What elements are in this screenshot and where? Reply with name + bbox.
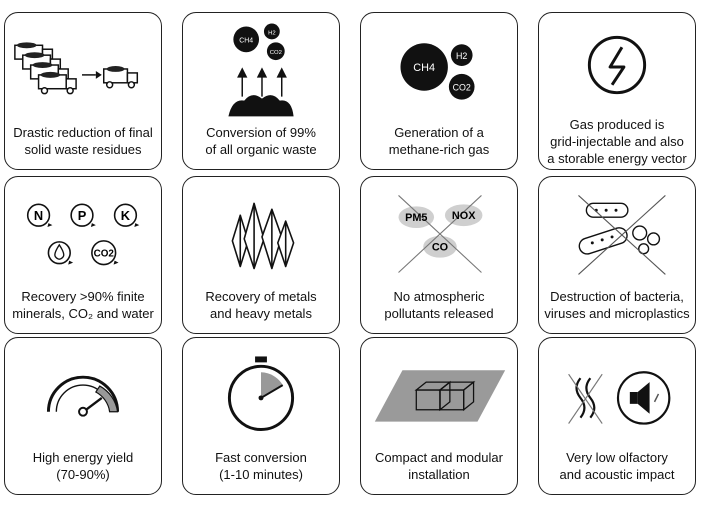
card-methane-gas — [360, 12, 518, 170]
caption-line: solid waste residues — [24, 142, 142, 157]
icon-label: CO — [431, 241, 449, 254]
organic-waste-conversion-icon — [183, 17, 339, 117]
icon-label: P — [77, 208, 87, 224]
mineral-cycle-icon — [5, 181, 161, 281]
caption-line: Drastic reduction of final — [13, 125, 153, 140]
icon-label: CH4 — [413, 61, 436, 74]
odor-sound-icon — [539, 342, 695, 442]
icon-label: CO2 — [93, 248, 114, 260]
icon-label: H2 — [456, 51, 468, 62]
modular-box-icon — [361, 342, 517, 442]
card-organic-conversion — [182, 12, 340, 170]
caption-line: Destruction of bacteria, — [550, 289, 684, 304]
card-caption — [365, 442, 513, 490]
card-caption — [187, 281, 335, 329]
caption-line: Recovery >90% finite — [21, 289, 145, 304]
caption-line: methane-rich gas — [388, 142, 490, 157]
caption-line: viruses and microplastics — [544, 306, 690, 321]
card-caption — [365, 281, 513, 329]
card-mineral-recovery — [4, 176, 162, 334]
card-caption — [187, 442, 335, 490]
caption-line: Generation of a — [394, 125, 484, 140]
caption-line: installation — [408, 467, 470, 482]
caption-line: No atmospheric — [393, 289, 485, 304]
caption-line: Fast conversion — [215, 450, 307, 465]
card-caption — [9, 281, 157, 329]
card-caption — [9, 442, 157, 490]
caption-line: Compact and modular — [375, 450, 503, 465]
card-caption — [543, 117, 691, 165]
caption-line: Gas produced is — [569, 116, 665, 132]
lightning-bolt-icon — [539, 17, 695, 117]
card-waste-reduction — [4, 12, 162, 170]
caption-line: Very low olfactory — [566, 450, 668, 465]
icon-label: H2 — [268, 30, 276, 37]
caption-line: (70-90%) — [56, 467, 110, 482]
caption-line: Conversion of 99% — [206, 125, 316, 140]
icon-label: CO2 — [269, 50, 282, 57]
speed-gauge-icon — [5, 342, 161, 442]
caption-line: and acoustic impact — [559, 467, 675, 482]
caption-line: minerals, CO₂ and water — [12, 306, 154, 321]
crossed-bacteria-icon — [539, 181, 695, 281]
icon-label: CH4 — [239, 37, 254, 45]
crossed-pollutants-icon — [361, 181, 517, 281]
card-no-pollutants — [360, 176, 518, 334]
card-caption — [543, 281, 691, 329]
icon-label: K — [120, 208, 131, 224]
icon-label: PM5 — [405, 212, 428, 225]
caption-line: High energy yield — [32, 450, 134, 465]
card-metal-recovery — [182, 176, 340, 334]
card-low-impact — [538, 337, 696, 495]
caption-line: pollutants released — [384, 306, 494, 321]
card-energy-yield — [4, 337, 162, 495]
card-energy-vector — [538, 12, 696, 170]
caption-line: (1-10 minutes) — [219, 467, 303, 482]
metal-crystals-icon — [183, 181, 339, 281]
caption-line: a storable energy vector — [547, 150, 687, 166]
card-bacteria-destruction — [538, 176, 696, 334]
card-fast-conversion — [182, 337, 340, 495]
icon-label: CO2 — [452, 82, 471, 93]
card-modular-installation — [360, 337, 518, 495]
card-caption — [9, 117, 157, 165]
caption-line: grid-injectable and also — [550, 133, 684, 149]
stopwatch-icon — [183, 342, 339, 442]
gas-bubbles-icon — [361, 17, 517, 117]
card-caption — [187, 117, 335, 165]
card-caption — [543, 442, 691, 490]
icon-label: N — [33, 208, 44, 224]
card-caption — [365, 117, 513, 165]
garbage-trucks-icon — [5, 17, 161, 117]
caption-line: and heavy metals — [210, 306, 312, 321]
caption-line: Recovery of metals — [205, 289, 317, 304]
icon-label: NOX — [451, 210, 476, 223]
caption-line: of all organic waste — [205, 142, 317, 157]
